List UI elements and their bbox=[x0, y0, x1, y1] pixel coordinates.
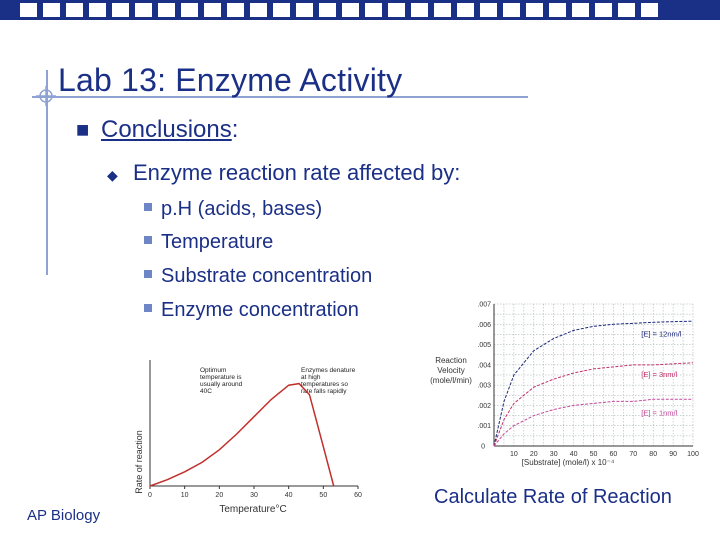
top-bar-cell bbox=[204, 3, 221, 17]
substrate-velocity-chart bbox=[428, 296, 720, 468]
sub-bullet-ph: p.H (acids, bases) bbox=[144, 198, 322, 221]
top-bar-cell bbox=[43, 3, 60, 17]
diamond-bullet-icon: ◆ bbox=[107, 167, 118, 183]
top-bar-cell bbox=[296, 3, 313, 17]
chart2-series-label: [E] = 12nm/l bbox=[641, 329, 682, 339]
chart2-x-tick-label: 50 bbox=[589, 451, 598, 458]
sub-bullet-temperature: Temperature bbox=[144, 231, 273, 254]
top-bar-cell bbox=[595, 3, 612, 17]
top-bar-cell bbox=[503, 3, 520, 17]
chart2-ylabel-2: Velocity bbox=[437, 366, 465, 375]
chart2-y-tick-label: .007 bbox=[477, 301, 491, 309]
chart2-ylabel-1: Reaction bbox=[435, 356, 467, 365]
chart2-x-tick-label: 90 bbox=[669, 451, 677, 458]
chart1-x-tick-label: 40 bbox=[284, 492, 293, 499]
chart1-x-tick-label: 0 bbox=[148, 492, 152, 499]
sub-bullet-enzyme: Enzyme concentration bbox=[144, 299, 359, 322]
chart1-annotation-denature: Enzymes denature at high temperatures so rate falls rapidly bbox=[301, 367, 356, 395]
sub-bullet-substrate: Substrate concentration bbox=[144, 265, 372, 288]
chart2-series-label: [E] = 1nm/l bbox=[641, 408, 678, 418]
sub-bullet-icon bbox=[144, 304, 152, 312]
top-bar-cell bbox=[342, 3, 359, 17]
top-bar-cell bbox=[20, 3, 37, 17]
top-bar-cell bbox=[273, 3, 290, 17]
top-bar-cell bbox=[365, 3, 382, 17]
sub-bullet-icon bbox=[144, 270, 152, 278]
conclusions-label: Conclusions bbox=[101, 116, 232, 143]
top-bar-cell bbox=[388, 3, 405, 17]
chart2-xlabel: [Substrate] (mole/l) x 10⁻⁴ bbox=[521, 458, 615, 467]
chart1-rate-curve bbox=[150, 384, 334, 486]
top-bar-cell bbox=[618, 3, 635, 17]
chart2-x-tick-label: 100 bbox=[687, 451, 699, 458]
vertical-rule bbox=[46, 70, 48, 275]
chart2-y-tick-label: .005 bbox=[477, 342, 491, 350]
sub-bullet-icon bbox=[144, 203, 152, 211]
top-bar-cell bbox=[66, 3, 83, 17]
top-bar-cell bbox=[434, 3, 451, 17]
top-bar-cell bbox=[319, 3, 336, 17]
top-bar-cell bbox=[641, 3, 658, 17]
top-bar-cell bbox=[411, 3, 428, 17]
calculate-caption: Calculate Rate of Reaction bbox=[434, 486, 672, 508]
slide-title: Lab 13: Enzyme Activity bbox=[58, 62, 403, 98]
chart2-x-tick-label: 10 bbox=[510, 451, 518, 458]
chart2-x-tick-label: 60 bbox=[609, 451, 618, 458]
square-bullet-icon: ■ bbox=[76, 117, 90, 142]
sub-bullet-icon bbox=[144, 236, 152, 244]
chart1-x-tick-label: 50 bbox=[319, 492, 328, 499]
top-bar-cell bbox=[457, 3, 474, 17]
chart2-series-label: [E] = 3nm/l bbox=[641, 369, 678, 379]
chart2-x-tick-label: 70 bbox=[629, 451, 638, 458]
chart1-ylabel: Rate of reaction bbox=[134, 430, 144, 494]
chart2-y-tick-label: .003 bbox=[477, 382, 491, 390]
top-bar-cell bbox=[526, 3, 543, 17]
top-decorative-bar bbox=[0, 0, 720, 20]
chart2-x-tick-label: 80 bbox=[649, 451, 658, 458]
chart1-x-tick-label: 10 bbox=[180, 492, 189, 499]
chart1-annotation-optimum: Optimum temperature is usually around 40C bbox=[200, 367, 243, 395]
chart1-x-tick-label: 20 bbox=[215, 492, 224, 499]
temperature-rate-chart bbox=[128, 352, 368, 517]
conclusions-colon: : bbox=[231, 116, 239, 143]
bullet-conclusions bbox=[101, 116, 238, 144]
top-bar-cell bbox=[158, 3, 175, 17]
top-bar-cell bbox=[227, 3, 244, 17]
chart2-y-tick-label: .001 bbox=[477, 423, 491, 431]
chart2-y-tick-label: 0 bbox=[481, 443, 485, 451]
chart1-xlabel: Temperature°C bbox=[219, 504, 287, 515]
chart2-y-tick-label: .002 bbox=[477, 402, 491, 410]
chart2-x-tick-label: 20 bbox=[529, 451, 538, 458]
chart1-x-tick-label: 30 bbox=[250, 492, 258, 499]
bullet-reaction-rate: Enzyme reaction rate affected by: bbox=[133, 160, 461, 185]
top-bar-cell bbox=[112, 3, 129, 17]
chart2-x-tick-label: 40 bbox=[569, 451, 578, 458]
chart2-ylabel-3: (mole/l/min) bbox=[430, 376, 472, 385]
top-bar-cell bbox=[89, 3, 106, 17]
chart1-x-tick-label: 60 bbox=[354, 492, 362, 499]
top-bar-cell bbox=[250, 3, 267, 17]
top-bar-cell bbox=[572, 3, 589, 17]
footer-label: AP Biology bbox=[27, 507, 101, 524]
chart2-y-tick-label: .006 bbox=[477, 321, 491, 329]
chart2-x-tick-label: 30 bbox=[549, 451, 558, 458]
top-bar-cell bbox=[549, 3, 566, 17]
top-bar-cell bbox=[181, 3, 198, 17]
top-bar-cell bbox=[480, 3, 497, 17]
chart2-y-tick-label: .004 bbox=[477, 362, 491, 370]
top-bar-cell bbox=[135, 3, 152, 17]
